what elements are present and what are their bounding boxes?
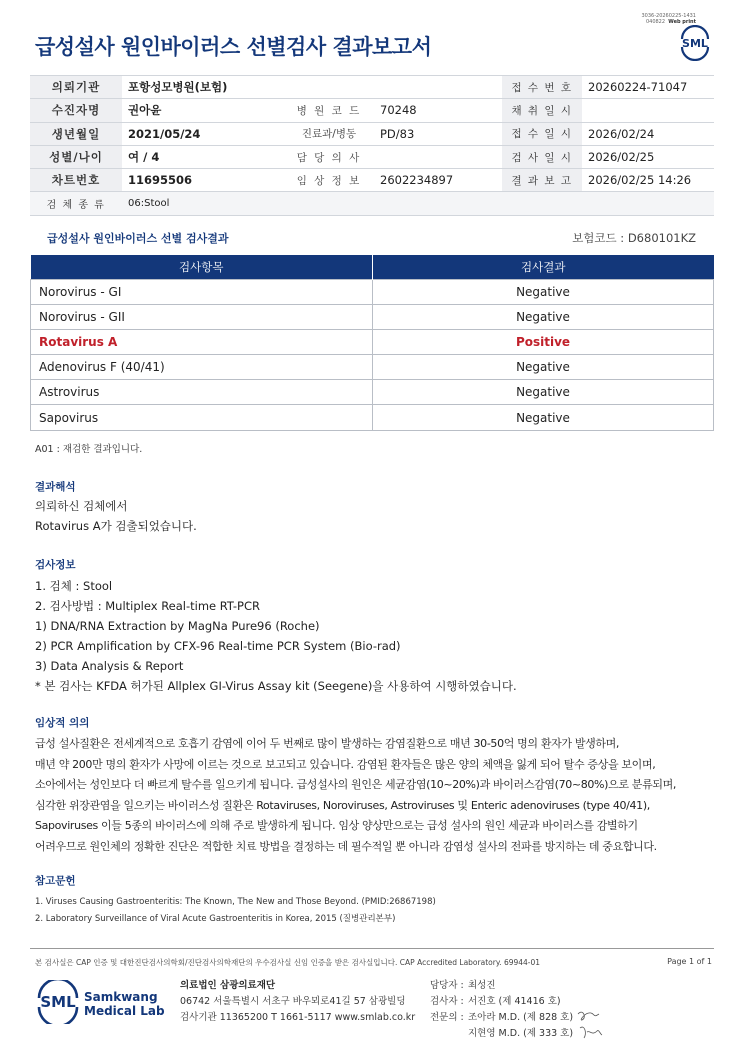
label-clinical-info: 임 상 정 보 xyxy=(284,169,374,192)
brand-name-line: Medical Lab xyxy=(84,1004,165,1018)
test-info-line: 2. 검사방법 : Multiplex Real-time RT-PCR xyxy=(35,599,260,613)
table-row xyxy=(31,405,714,430)
label-receipt-number: 접 수 번 호 xyxy=(502,76,582,99)
col-header-item: 검사항목 xyxy=(31,255,373,279)
staff-name: 조아라 M.D. (제 828 호) xyxy=(468,1012,574,1023)
test-info-list xyxy=(35,576,517,696)
label-collection-date: 채 취 일 시 xyxy=(502,99,582,122)
staff-list xyxy=(430,978,573,1042)
references-heading: 참고문헌 xyxy=(35,875,76,887)
test-result: Negative xyxy=(373,304,714,329)
table-row xyxy=(31,355,714,380)
page-number: Page 1 of 1 xyxy=(667,957,712,966)
print-meta xyxy=(641,13,696,25)
staff-name: 서진호 (제 41416 호) xyxy=(468,996,561,1007)
specimen-type: 06:Stool xyxy=(122,192,714,215)
interpretation-line: 의뢰하신 검체에서 xyxy=(35,499,128,513)
test-info-line: 1. 검체 : Stool xyxy=(35,579,113,593)
results-header-row xyxy=(31,255,714,279)
retest-note: A01 : 재검한 결과입니다. xyxy=(35,444,143,455)
label-receipt-date: 접 수 일 시 xyxy=(502,122,582,145)
clinical-heading: 임상적 의의 xyxy=(35,717,90,729)
staff-role: 담당자 : xyxy=(430,980,464,991)
references-list xyxy=(35,894,436,928)
staff-row xyxy=(430,994,573,1010)
clinical-line: 매년 약 200만 명의 환자가 사망에 이르는 것으로 보고되고 있습니다. 감염된 환자들은 많은 양의 체액을 잃게 되어 탈수 증상을 보이며, xyxy=(35,757,656,771)
insurance-code: 보험코드 : D680101KZ xyxy=(572,231,696,245)
footer-divider xyxy=(30,948,714,949)
brand-name-line: Samkwang xyxy=(84,990,158,1004)
signature-icon xyxy=(575,1004,605,1044)
test-item: Norovirus - GII xyxy=(31,304,373,329)
clinical-line: 심각한 위장관염을 일으키는 바이러스성 질환은 Rotaviruses, Noroviruses, Astroviruses 및 Enteric adenoviruses (type 40/41), xyxy=(35,798,650,812)
info-row xyxy=(30,169,714,192)
label-report-date: 결 과 보 고 xyxy=(502,169,582,192)
brand-logo-text: SML xyxy=(40,993,76,1011)
hospital-code: 70248 xyxy=(374,99,502,122)
organization-contact: 검사기관 11365200 T 1661-5117 www.smlab.co.kr xyxy=(180,1012,416,1023)
department: PD/83 xyxy=(374,122,502,145)
test-info-line: 3) Data Analysis & Report xyxy=(35,659,184,673)
interpretation-line: Rotavirus A가 검출되었습니다. xyxy=(35,519,197,533)
label-sex-age: 성별/나이 xyxy=(30,145,122,168)
reference-item: 1. Viruses Causing Gastroenteritis: The Known, The New and Those Beyond. (PMID:26867198) xyxy=(35,897,436,907)
label-birth-date: 생년월일 xyxy=(30,122,122,145)
organization-info xyxy=(180,978,415,1026)
test-item: Astrovirus xyxy=(31,380,373,405)
report-date: 2026/02/25 14:26 xyxy=(582,169,714,192)
sml-logo-icon xyxy=(678,25,712,61)
table-row xyxy=(31,380,714,405)
info-row xyxy=(30,192,714,215)
reference-item: 2. Laboratory Surveillance of Viral Acute Gastroenteritis in Korea, 2015 (질병관리본부) xyxy=(35,914,396,924)
test-result: Negative xyxy=(373,405,714,430)
logo-top-text: SML xyxy=(682,37,708,50)
report-title: 급성설사 원인바이러스 선별검사 결과보고서 xyxy=(35,35,432,59)
clinical-info: 2602234897 xyxy=(374,169,502,192)
staff-role: 검사자 : xyxy=(430,996,464,1007)
clinical-line: 급성 설사질환은 전세계적으로 호흡기 감염에 이어 두 번째로 많이 발생하는 감염질환으로 매년 30-50억 명의 환자가 발생하며, xyxy=(35,737,620,750)
print-meta-label: Web print xyxy=(668,19,696,25)
table-row xyxy=(31,279,714,304)
accreditation-note: 본 검사실은 CAP 인증 및 대한진단검사의학회/진단검사의학재단의 우수검사실 신임 인증을 받은 검사실입니다. CAP Accredited Laboratory. 69944-01 xyxy=(35,958,541,967)
receipt-date: 2026/02/24 xyxy=(582,122,714,145)
requesting-institution: 포항성모병원(보험) xyxy=(122,76,502,99)
label-requesting-institution: 의뢰기관 xyxy=(30,76,122,99)
clinical-line: Sapoviruses 이들 5종의 바이러스에 의해 주로 발생하게 됩니다. 임상 양상만으로는 급성 설사의 원인 세균과 바이러스를 감별하기 xyxy=(35,819,638,832)
results-table xyxy=(30,255,714,431)
label-chart-number: 차트번호 xyxy=(30,169,122,192)
collection-date xyxy=(582,99,714,122)
label-department: 진료과/병동 xyxy=(284,122,374,145)
col-header-result: 검사결과 xyxy=(373,255,714,279)
info-row xyxy=(30,99,714,122)
clinical-line: 어려우므로 원인체의 정확한 진단은 적합한 치료 방법을 결정하는 데 필수적일 뿐 아니라 감염성 설사의 전파를 방지하는 데 중요합니다. xyxy=(35,839,657,853)
label-physician: 담 당 의 사 xyxy=(284,145,374,168)
staff-row xyxy=(430,978,573,994)
staff-role xyxy=(430,1026,468,1042)
label-specimen-type: 검 체 종 류 xyxy=(30,192,122,215)
staff-name: 지현영 M.D. (제 333 호) xyxy=(468,1028,574,1039)
info-row xyxy=(30,145,714,168)
test-item: Rotavirus A xyxy=(31,329,373,354)
table-row-positive xyxy=(31,329,714,354)
label-patient-name: 수진자명 xyxy=(30,99,122,122)
test-item: Norovirus - GI xyxy=(31,279,373,304)
staff-name: 최성진 xyxy=(468,980,496,991)
info-row xyxy=(30,76,714,99)
chart-number: 11695506 xyxy=(122,169,284,192)
test-result: Negative xyxy=(373,279,714,304)
staff-row xyxy=(430,1026,573,1042)
table-row xyxy=(31,304,714,329)
test-result: Negative xyxy=(373,380,714,405)
patient-name: 권아윤 xyxy=(122,99,284,122)
test-info-line: * 본 검사는 KFDA 허가된 Allplex GI-Virus Assay kit (Seegene)을 사용하여 시행하였습니다. xyxy=(35,679,517,693)
label-test-date: 검 사 일 시 xyxy=(502,145,582,168)
results-section-title: 급성설사 원인바이러스 선별 검사결과 xyxy=(47,232,229,245)
info-row xyxy=(30,122,714,145)
test-info-line: 1) DNA/RNA Extraction by MagNa Pure96 (Roche) xyxy=(35,619,320,633)
test-item: Sapovirus xyxy=(31,405,373,430)
staff-row xyxy=(430,1010,573,1026)
brand-name xyxy=(84,990,165,1018)
test-info-heading: 검사정보 xyxy=(35,559,76,571)
print-meta-id: 3036-20260225-1431 xyxy=(641,13,696,19)
clinical-text xyxy=(35,734,725,857)
physician xyxy=(374,145,502,168)
print-meta-code: 040822 xyxy=(645,19,666,25)
test-info-line: 2) PCR Amplification by CFX-96 Real-time PCR System (Bio-rad) xyxy=(35,639,401,653)
receipt-number: 20260224-71047 xyxy=(582,76,714,99)
sex-age: 여 / 4 xyxy=(122,145,284,168)
test-item: Adenovirus F (40/41) xyxy=(31,355,373,380)
patient-info-table xyxy=(30,75,714,216)
organization-address: 06742 서울특별시 서초구 바우뫼로41길 57 삼광빌딩 xyxy=(180,996,406,1007)
label-hospital-code: 병 원 코 드 xyxy=(284,99,374,122)
birth-date: 2021/05/24 xyxy=(122,122,284,145)
test-date: 2026/02/25 xyxy=(582,145,714,168)
test-result: Positive xyxy=(373,329,714,354)
clinical-line: 소아에서는 성인보다 더 빠르게 탈수를 일으키게 됩니다. 급성설사의 원인은 세균감염(10~20%)과 바이러스감염(70~80%)으로 분류되며, xyxy=(35,778,677,791)
organization-name: 의료법인 삼광의료재단 xyxy=(180,980,276,991)
interpretation-heading: 결과해석 xyxy=(35,481,76,493)
test-result: Negative xyxy=(373,355,714,380)
staff-role: 전문의 : xyxy=(430,1012,464,1023)
